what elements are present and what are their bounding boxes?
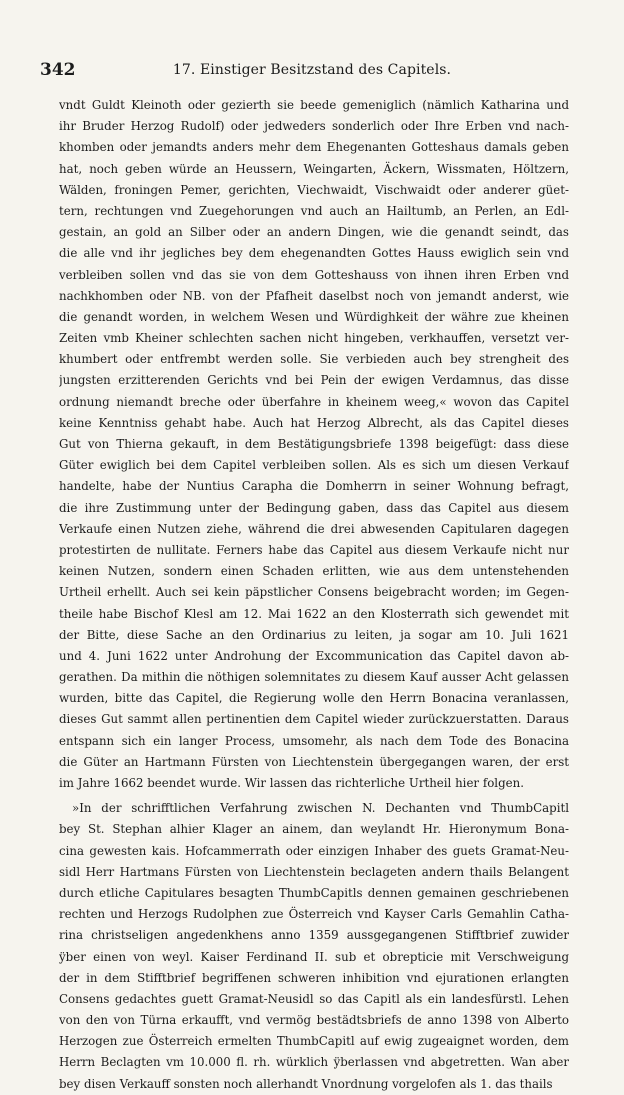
text-line: keinen Nutzen, sondern einen Schaden erlitten, wie aus dem untenstehenden — [59, 564, 569, 579]
text-line: ÿber einen von weyl. Kaiser Ferdinand II. sub et obrepticie mit Verschweigung — [59, 949, 569, 964]
running-title: 17. Einstiger Besitzstand des Capitels. — [172, 62, 452, 78]
text-line: cina gewesten kais. Hofcammerrath oder einzigen Inhaber des guets Gramat-Neu- — [59, 843, 569, 858]
text-line: rina christseligen angedenkhens anno 1359 aussgegangenen Stifftbrief zuwider — [59, 928, 569, 943]
text-line: tern, rechtungen vnd Zuegehorungen vnd auch an Hailtumb, an Perlen, an Edl- — [59, 203, 569, 218]
text-line: bey St. Stephan alhier Klager an ainem, dan weylandt Hr. Hieronymum Bona- — [59, 822, 569, 837]
text-line: Zeiten vmb Kheiner schlechten sachen nicht hingeben, verkhauffen, versetzt ver- — [59, 331, 569, 346]
text-line: khomben oder jemandts anders mehr dem Ehegenanten Gotteshaus damals geben — [59, 140, 569, 155]
text-line: Gut von Thierna gekauft, in dem Bestätigungsbriefe 1398 beigefügt: dass diese — [59, 437, 569, 451]
text-line: dieses Gut sammt allen pertinentien dem Capitel wieder zurückzuerstatten. Daraus — [59, 712, 569, 727]
text-line: hat, noch geben würde an Heussern, Weingarten, Äckern, Wissmaten, Höltzern, — [59, 161, 569, 176]
text-line: vndt Guldt Kleinoth oder gezierth sie beede gemeniglich (nämlich Katharina und — [59, 98, 569, 112]
text-line: Herzogen zue Österreich ermelten ThumbCapitl auf ewig zugeaignet worden, dem — [59, 1034, 569, 1049]
text-line: wurden, bitte das Capitel, die Regierung wolle den Herrn Bonacina veranlassen, — [59, 691, 569, 706]
text-line: und 4. Juni 1622 unter Androhung der Excommunication das Capitel davon ab- — [59, 648, 569, 663]
paragraph — [59, 798, 569, 1095]
text-line: von den von Türna erkaufft, vnd vermög bestädtsbriefs de anno 1398 von Alberto — [59, 1013, 569, 1028]
text-line: ihr Bruder Herzog Rudolf) oder jedweders sonderlich oder Ihre Erben vnd nach- — [59, 119, 569, 134]
text-line: Consens gedachtes guett Gramat-Neusidl so das Capitl als ein landesfürstl. Lehen — [59, 991, 569, 1006]
text-line: Herrn Beclagten vm 10.000 fl. rh. würklich ÿberlassen vnd abgetretten. Wan aber — [59, 1055, 569, 1070]
paragraph — [59, 95, 569, 794]
text-line: verbleiben sollen vnd das sie von dem Gotteshauss von ihnen ihren Erben vnd — [59, 267, 569, 282]
text-line: die Güter an Hartmann Fürsten von Liechtenstein übergegangen waren, der erst — [59, 754, 569, 769]
text-line: nachkhomben oder NB. von der Pfafheit daselbst noch von jemandt anderst, wie — [59, 288, 569, 303]
page-header — [40, 60, 584, 84]
text-line: khumbert oder entfrembt werden solle. Sie verbieden auch bey strengheit des — [59, 352, 569, 367]
body-text — [59, 95, 569, 1095]
text-line: handelte, habe der Nuntius Carapha die Domherrn in seiner Wohnung befragt, — [59, 479, 569, 494]
text-line: Urtheil erhellt. Auch sei kein päpstlicher Consens beigebracht worden; im Gegen- — [59, 585, 569, 600]
text-line: die genandt worden, in welchem Wesen und Würdighkeit der währe zue kheinen — [59, 309, 569, 324]
text-line: bey disen Verkauff sonsten noch allerhandt Vnordnung vorgelofen als 1. das thails — [59, 1076, 553, 1091]
text-line: durch etliche Capitulares besagten ThumbCapitls dennen gemainen geschriebenen — [59, 885, 569, 900]
text-line: gerathen. Da mithin die nöthigen solemnitates zu diesem Kauf ausser Acht gelassen — [59, 670, 569, 685]
text-line: »In der schrifftlichen Verfahrung zwischen N. Dechanten vnd ThumbCapitl — [72, 801, 569, 816]
page-number: 342 — [40, 60, 76, 80]
text-line: rechten und Herzogs Rudolphen zue Österreich vnd Kayser Carls Gemahlin Catha- — [59, 907, 569, 922]
text-line: jungsten erzitterenden Gerichts vnd bei Pein der ewigen Verdamnus, das disse — [59, 373, 569, 388]
text-line: theile habe Bischof Klesl am 12. Mai 1622 an den Klosterrath sich gewendet mit — [59, 606, 569, 621]
text-line: keine Kenntniss gehabt habe. Auch hat Herzog Albrecht, als das Capitel dieses — [59, 415, 569, 430]
text-line: Wälden, froningen Pemer, gerichten, Viechwaidt, Vischwaidt oder anderer güet- — [59, 182, 569, 197]
text-line: Verkaufe einen Nutzen ziehe, während die drei abwesenden Capitularen dagegen — [59, 521, 569, 536]
text-line: entspann sich ein langer Process, umsomehr, als nach dem Tode des Bonacina — [59, 733, 569, 748]
text-line: gestain, an gold an Silber oder an andern Dingen, wie die genandt seindt, das — [59, 225, 569, 240]
text-line: Güter ewiglich bei dem Capitel verbleiben sollen. Als es sich um diesen Verkauf — [59, 458, 569, 473]
text-line: protestirten de nullitate. Ferners habe das Capitel aus diesem Verkaufe nicht nur — [59, 542, 569, 557]
text-line: ordnung niemandt breche oder überfahre in kheinem weeg,« wovon das Capitel — [59, 394, 569, 409]
text-line: der in dem Stifftbrief begriffenen schweren inhibition vnd ejurationen erlangten — [59, 970, 569, 985]
text-line: die ihre Zustimmung unter der Bedingung gaben, dass das Capitel aus diesem — [59, 500, 569, 515]
text-line: der Bitte, diese Sache an den Ordinarius zu leiten, ja sogar am 10. Juli 1621 — [59, 627, 569, 642]
text-line: im Jahre 1662 beendet wurde. Wir lassen das richterliche Urtheil hier folgen. — [59, 776, 524, 790]
text-line: sidl Herr Hartmans Fürsten von Liechtenstein beclageten andern thails Belangent — [59, 864, 569, 879]
text-line: die alle vnd ihr jegliches bey dem ehegenandten Gottes Hauss ewiglich sein vnd — [59, 246, 569, 261]
